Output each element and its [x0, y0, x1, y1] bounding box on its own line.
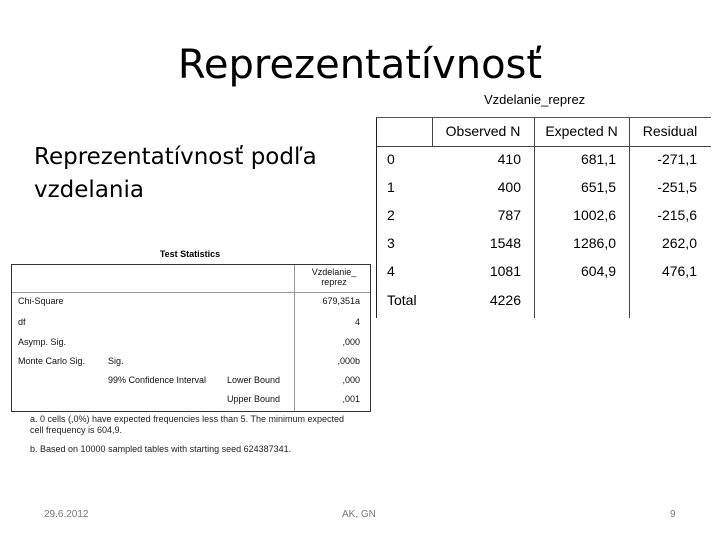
residual-value: -215,6 [657, 207, 697, 223]
row-label: 0 [387, 151, 395, 167]
sig-label: Sig. [108, 356, 124, 366]
test-statistics-title: Test Statistics [159, 249, 221, 259]
header-observed-n: Observed N [445, 123, 521, 139]
footnote-a: a. 0 cells (,0%) have expected frequencies less than 5. The minimum expected cell frequency is 604,9. [30, 414, 344, 435]
slide-subtitle: Reprezentatívnosť podľa vzdelania [34, 144, 317, 203]
expected-value: 651,5 [580, 179, 616, 195]
expected-value: 1002,6 [573, 207, 616, 223]
observed-total: 4226 [489, 292, 521, 308]
observed-value: 1548 [489, 235, 521, 251]
df-value: 4 [354, 317, 360, 327]
header-residual: Residual [642, 123, 698, 139]
residual-value: -271,1 [657, 151, 697, 167]
footer-author: AK, GN [342, 509, 376, 520]
column-header-line2: reprez [321, 277, 347, 287]
row-label: 3 [387, 235, 395, 251]
df-label: df [18, 317, 26, 327]
sig-value: ,000b [337, 356, 360, 366]
row-label: 1 [387, 179, 395, 195]
observed-value: 410 [497, 151, 521, 167]
column-header-line1: Vzdelanie_ [311, 267, 357, 277]
header-expected-n: Expected N [545, 123, 618, 139]
frequency-table-title: Vzdelanie_reprez [484, 92, 586, 107]
frequency-table [376, 117, 711, 318]
row-label: 4 [387, 263, 395, 279]
test-statistics-table [11, 264, 371, 412]
row-label: 2 [387, 207, 395, 223]
expected-value: 681,1 [580, 151, 616, 167]
footer-date: 29.6.2012 [44, 509, 89, 520]
lower-bound-label: Lower Bound [227, 375, 281, 385]
asymp-sig-label: Asymp. Sig. [18, 337, 67, 347]
slide-title: Reprezentatívnosť [177, 42, 543, 88]
monte-carlo-label: Monte Carlo Sig. [18, 356, 86, 366]
row-label-total: Total [387, 292, 417, 308]
upper-bound-value: ,001 [342, 394, 360, 404]
footnote-b: b. Based on 10000 sampled tables with starting seed 624387341. [30, 444, 292, 454]
expected-value: 604,9 [580, 263, 616, 279]
upper-bound-label: Upper Bound [227, 394, 281, 404]
residual-value: 476,1 [661, 263, 697, 279]
observed-value: 787 [497, 207, 521, 223]
page-number: 9 [670, 509, 676, 520]
lower-bound-value: ,000 [342, 375, 360, 385]
ci-label: 99% Confidence Interval [108, 375, 207, 385]
chi-square-label: Chi-Square [18, 296, 64, 306]
asymp-sig-value: ,000 [342, 337, 360, 347]
residual-value: 262,0 [661, 235, 697, 251]
chi-square-value: 679,351a [322, 296, 360, 306]
residual-value: -251,5 [657, 179, 697, 195]
observed-value: 400 [497, 179, 521, 195]
observed-value: 1081 [489, 263, 521, 279]
expected-value: 1286,0 [573, 235, 616, 251]
